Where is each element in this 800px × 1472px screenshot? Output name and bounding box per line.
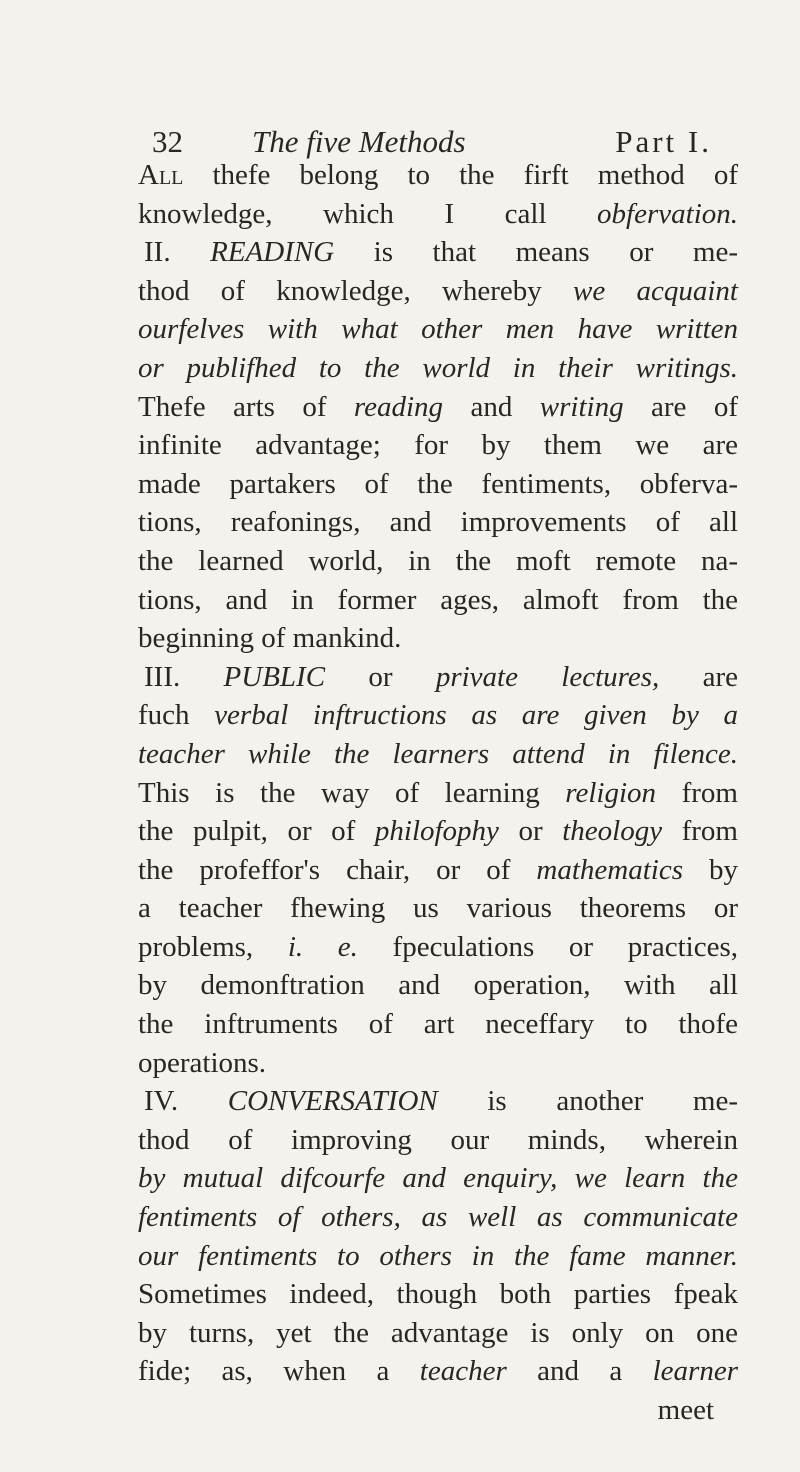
running-title: The five Methods — [252, 124, 466, 159]
text-line — [138, 233, 738, 272]
text-run: or publifhed to the world in their writings. — [138, 351, 738, 384]
text-line — [138, 1005, 738, 1044]
text-line — [138, 581, 738, 620]
text-line — [138, 928, 738, 967]
text-run: thod of knowledge, whereby — [138, 274, 574, 307]
text-run: II. — [144, 236, 211, 269]
text-run: infinite advantage; for by them we are — [138, 429, 738, 462]
text-run: by demonftration and operation, with all — [138, 969, 738, 1002]
text-run: from — [662, 815, 738, 848]
text-line — [138, 1159, 738, 1198]
text-run: by — [683, 853, 739, 886]
text-run: READING — [210, 236, 335, 269]
text-line — [138, 1198, 738, 1237]
text-run: private lectures, — [435, 660, 660, 693]
text-run: CONVERSATION — [227, 1085, 438, 1118]
text-line — [138, 426, 738, 465]
text-line — [138, 774, 738, 813]
text-run: fpeculations or practices, — [357, 930, 738, 963]
text-run: Sometimes indeed, though both parties fpeak — [138, 1278, 738, 1311]
text-line — [138, 1314, 738, 1353]
text-run: the inftruments of art neceffary to thofe — [138, 1008, 738, 1041]
text-run: obfervation. — [597, 197, 738, 230]
text-run: by mutual difcourfe and enquiry, we learn the — [138, 1162, 738, 1195]
text-run: or — [498, 815, 563, 848]
text-run: This is the way of learning — [138, 776, 566, 809]
text-run: by turns, yet the advantage is only on one — [138, 1316, 738, 1349]
text-run: fide; as, when a — [138, 1355, 420, 1388]
text-run: teacher while the learners attend in filence. — [138, 737, 738, 770]
text-run: teacher — [419, 1355, 507, 1388]
text-line — [138, 388, 738, 427]
text-run: or — [325, 660, 436, 693]
text-run: reading — [353, 390, 444, 423]
text-run: mathematics — [536, 853, 684, 886]
text-run: thefe belong to the firft method of — [183, 159, 738, 191]
text-run: ourfelves with what other men have written — [138, 313, 738, 346]
text-line — [138, 1275, 738, 1314]
text-line — [138, 465, 738, 504]
text-run: operations. — [138, 1046, 267, 1079]
text-line — [138, 966, 738, 1005]
text-line — [138, 735, 738, 774]
text-run: theology — [562, 815, 663, 848]
text-run: i. e. — [287, 930, 358, 963]
part-label: Part I. — [615, 124, 712, 159]
text-run: and a — [506, 1355, 653, 1388]
text-run: a teacher fhewing us various theorems or — [138, 892, 738, 925]
text-run: problems, — [138, 930, 288, 963]
text-line — [138, 889, 738, 928]
text-run: PUBLIC — [223, 660, 326, 693]
text-run: the learned world, in the moft remote na- — [138, 544, 738, 577]
text-line — [138, 619, 738, 658]
text-run: philofophy — [374, 815, 499, 848]
text-line — [138, 156, 738, 195]
text-run: we acquaint — [573, 274, 738, 307]
text-line — [138, 1082, 738, 1121]
text-run: our fentiments to others in the fame manner. — [138, 1239, 738, 1272]
text-line — [138, 658, 738, 697]
text-run: Thefe arts of — [138, 390, 354, 423]
text-line — [138, 542, 738, 581]
text-run: and — [443, 390, 540, 423]
text-run: fuch — [138, 699, 215, 732]
text-run: learner — [652, 1355, 738, 1388]
text-run: the profeffor's chair, or of — [138, 853, 537, 886]
page-number: 32 — [152, 124, 183, 159]
text-run: made partakers of the fentiments, obferva- — [138, 467, 738, 500]
text-run: meet — [657, 1394, 714, 1426]
text-run: All — [138, 159, 184, 191]
text-line — [138, 195, 738, 234]
text-line — [138, 1237, 738, 1276]
text-run: religion — [565, 776, 657, 809]
text-run: verbal inftructions as are given by a — [214, 699, 738, 732]
text-run: the pulpit, or of — [138, 815, 375, 848]
text-line — [138, 851, 738, 890]
catchword — [138, 1391, 738, 1430]
text-line — [138, 812, 738, 851]
text-line — [138, 349, 738, 388]
text-run: are of — [623, 390, 738, 423]
body-text — [138, 156, 738, 1430]
text-run: thod of improving our minds, wherein — [138, 1123, 738, 1156]
text-line — [138, 310, 738, 349]
text-line — [138, 1121, 738, 1160]
text-line — [138, 696, 738, 735]
text-run: tions, reafonings, and improvements of all — [138, 506, 738, 539]
text-line — [138, 503, 738, 542]
text-line — [138, 1044, 738, 1083]
text-run: are — [659, 660, 738, 693]
text-run: from — [656, 776, 738, 809]
text-run: writing — [539, 390, 624, 423]
text-run: beginning of mankind. — [138, 622, 402, 655]
text-run: IV. — [144, 1085, 228, 1118]
text-run: is another me- — [437, 1085, 738, 1118]
text-run: fentiments of others, as well as communicate — [138, 1201, 738, 1234]
text-run: III. — [144, 660, 224, 693]
text-run: is that means or me- — [334, 236, 738, 269]
text-line — [138, 272, 738, 311]
text-line — [138, 1352, 738, 1391]
text-run: tions, and in former ages, almoft from the — [138, 583, 738, 616]
text-run: knowledge, which I call — [138, 197, 598, 230]
